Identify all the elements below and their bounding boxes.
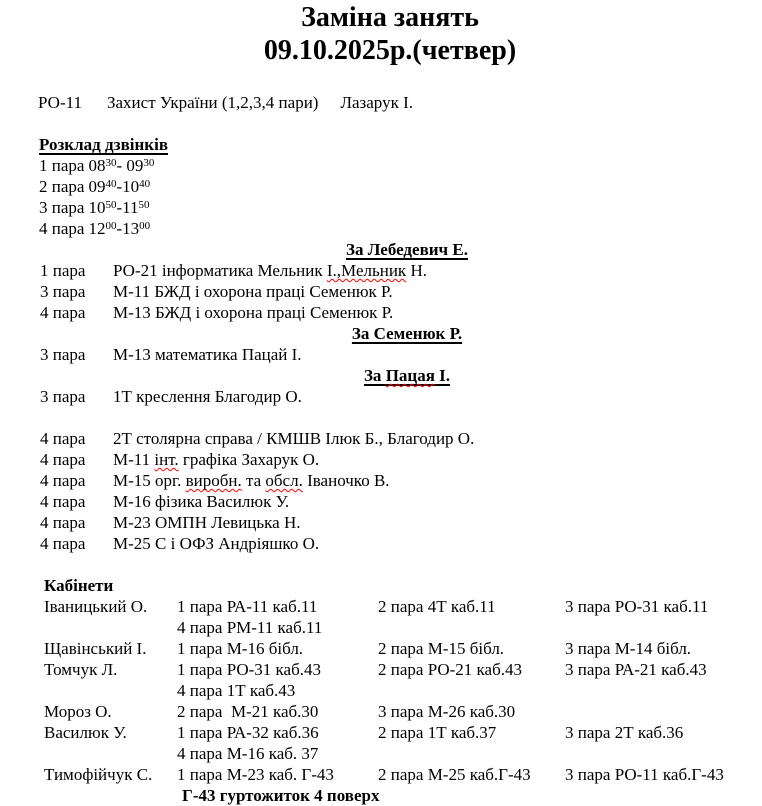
lesson-text: М-13 математика Пацай І. bbox=[113, 345, 302, 364]
substitution-row bbox=[40, 491, 762, 512]
lesson-text: М-11 інт. графіка Захарук О. bbox=[113, 450, 320, 469]
cabinet-cell: 3 пара М-26 каб.30 bbox=[378, 702, 516, 721]
substitution-row bbox=[40, 281, 762, 302]
section-heading: За Семенюк Р. bbox=[351, 324, 463, 343]
pair-label: 4 пара bbox=[40, 471, 86, 490]
teacher-name: Щавінський І. bbox=[44, 639, 147, 658]
teacher-name: Тимофійчук С. bbox=[44, 765, 153, 784]
group-code: РО-11 bbox=[38, 93, 82, 112]
pair-label: 1 пара bbox=[40, 261, 86, 280]
cabinet-cell: 3 пара РА-21 каб.43 bbox=[565, 660, 707, 679]
cabinet-cell: 3 пара М-14 бібл. bbox=[565, 639, 692, 658]
substitution-row bbox=[40, 470, 762, 491]
substitution-row bbox=[40, 260, 762, 281]
bell-row bbox=[39, 155, 762, 176]
pair-label: 3 пара bbox=[40, 282, 86, 301]
subject-text: Захист України (1,2,3,4 пари) bbox=[107, 93, 319, 112]
cabinet-row bbox=[44, 722, 762, 764]
pair-label: 3 пара bbox=[40, 345, 86, 364]
cabinet-row bbox=[44, 764, 762, 785]
lesson-text: 1Т креслення Благодир О. bbox=[113, 387, 302, 406]
cabinet-cell: 2 пара М-21 каб.30 bbox=[177, 702, 319, 721]
cabinet-cell: 2 пара М-15 бібл. bbox=[378, 639, 505, 658]
bell-pair-label: 1 пара bbox=[39, 156, 85, 175]
cabinet-row bbox=[44, 596, 762, 638]
blank-line bbox=[0, 407, 762, 428]
teacher-name: Василюк У. bbox=[44, 723, 127, 742]
cabinet-cell: 3 пара 2Т каб.36 bbox=[565, 723, 684, 742]
cabinet-cell: 1 пара РО-31 каб.43 4 пара 1Т каб.43 bbox=[177, 660, 321, 700]
bell-time: $12^{00}-13^{00}$ bbox=[88, 219, 151, 238]
lesson-text: М-16 фізика Василюк У. bbox=[113, 492, 290, 511]
substitution-row bbox=[40, 302, 762, 323]
bell-time: $09^{40}-10^{40}$ bbox=[88, 177, 151, 196]
cabinet-cell: 3 пара РО-11 каб.Г-43 bbox=[565, 765, 724, 784]
cabinet-cell: 2 пара РО-21 каб.43 bbox=[378, 660, 522, 679]
cabinet-cell: 1 пара М-16 бібл. bbox=[177, 639, 304, 658]
bell-time: $10^{50}-11^{50}$ bbox=[88, 198, 150, 217]
bell-row bbox=[39, 197, 762, 218]
cabinet-cell: 1 пара РА-11 каб.11 4 пара РМ-11 каб.11 bbox=[177, 597, 323, 637]
lesson-text: М-15 орг. виробн. та обсл. Іваночко В. bbox=[113, 471, 390, 490]
lesson-text: М-11 БЖД і охорона праці Семенюк Р. bbox=[113, 282, 393, 301]
substitution-sections bbox=[0, 239, 762, 554]
pair-label: 4 пара bbox=[40, 429, 86, 448]
pair-label: 4 пара bbox=[40, 492, 86, 511]
cabinets-section bbox=[44, 575, 762, 806]
cabinet-cell: 3 пара РО-31 каб.11 bbox=[565, 597, 709, 616]
cabinet-cell: 1 пара М-23 каб. Г-43 bbox=[177, 765, 334, 784]
cabinet-cell: 1 пара РА-32 каб.36 4 пара М-16 каб. 37 bbox=[177, 723, 319, 763]
cabinet-cell: 2 пара М-25 каб.Г-43 bbox=[378, 765, 531, 784]
pair-label: 4 пара bbox=[40, 303, 86, 322]
pair-label: 4 пара bbox=[40, 513, 86, 532]
bell-schedule-heading: Розклад дзвінків bbox=[39, 135, 169, 154]
dormitory-note: Г-43 гуртожиток 4 поверх bbox=[182, 786, 380, 805]
pair-label: 4 пара bbox=[40, 450, 86, 469]
bell-row bbox=[39, 218, 762, 239]
cabinets-heading: Кабінети bbox=[44, 576, 114, 595]
pair-label: 4 пара bbox=[40, 534, 86, 553]
bell-pair-label: 2 пара bbox=[39, 177, 85, 196]
cabinet-cell: 2 пара 4Т каб.11 bbox=[378, 597, 496, 616]
bell-row bbox=[39, 176, 762, 197]
teacher-name: Мороз О. bbox=[44, 702, 112, 721]
cabinet-row bbox=[44, 701, 762, 722]
lesson-text: М-23 ОМПН Левицька Н. bbox=[113, 513, 301, 532]
substitution-row bbox=[40, 344, 762, 365]
cabinet-cell: 2 пара 1Т каб.37 bbox=[378, 723, 497, 742]
lesson-text: М-25 С і ОФЗ Андріяшко О. bbox=[113, 534, 320, 553]
lesson-text: РО-21 інформатика Мельник І.,Мельник Н. bbox=[113, 261, 427, 280]
title-line-2: 09.10.2025р.(четвер) bbox=[263, 35, 517, 66]
lesson-text: 2Т столярна справа / КМШВ Ілюк Б., Благодир О. bbox=[113, 429, 475, 448]
teacher-name: Іваницький О. bbox=[44, 597, 148, 616]
teacher-name: Лазарук І. bbox=[340, 93, 414, 112]
section-heading: За Пацая І. bbox=[363, 366, 451, 385]
substitution-row bbox=[40, 386, 762, 407]
title-line-1: Заміна занять bbox=[301, 2, 479, 33]
bell-pair-label: 3 пара bbox=[39, 198, 85, 217]
page-title bbox=[0, 0, 762, 67]
substitution-row bbox=[40, 533, 762, 554]
teacher-name: Томчук Л. bbox=[44, 660, 118, 679]
substitution-row bbox=[40, 512, 762, 533]
blank-line bbox=[0, 554, 762, 575]
section-heading: За Лебедевич Е. bbox=[346, 240, 468, 259]
pair-label: 3 пара bbox=[40, 387, 86, 406]
bell-pair-label: 4 пара bbox=[39, 219, 85, 238]
cabinet-row bbox=[44, 638, 762, 659]
substitution-row bbox=[40, 449, 762, 470]
bell-time: $08^{30}-$ $09^{30}$ bbox=[88, 156, 155, 175]
substitution-row bbox=[40, 428, 762, 449]
lesson-text: М-13 БЖД і охорона праці Семенюк Р. bbox=[113, 303, 394, 322]
bell-schedule bbox=[39, 134, 762, 239]
notice-line bbox=[38, 92, 762, 113]
cabinet-row bbox=[44, 659, 762, 701]
